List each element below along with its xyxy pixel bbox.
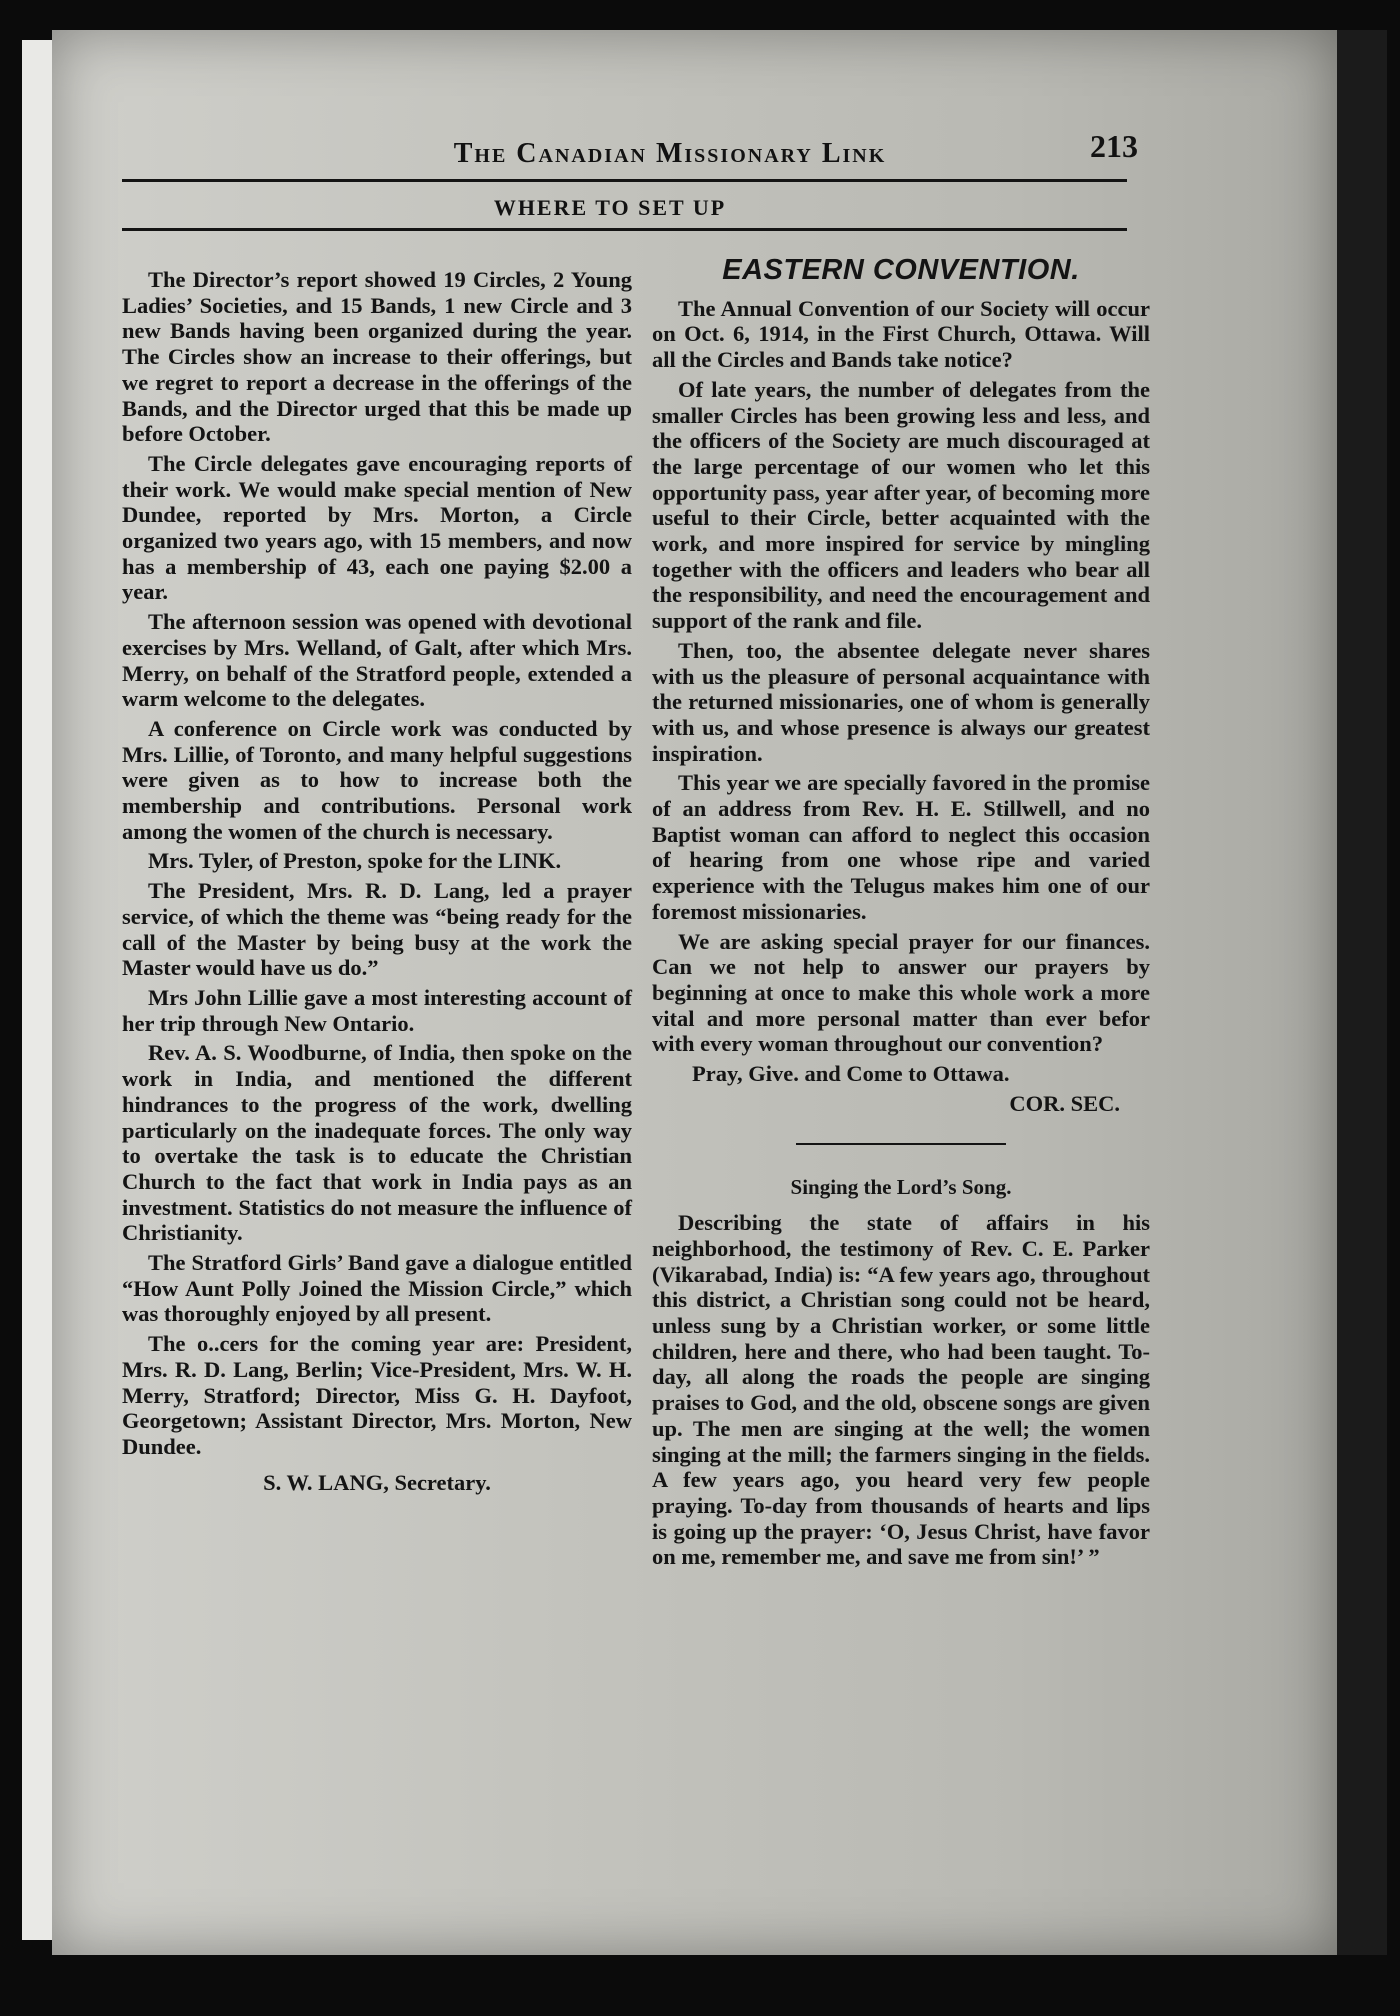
page-number: 213 bbox=[1090, 128, 1138, 164]
paragraph: The Annual Convention of our Society will occur on Oct. 6, 1914, in the First Church, Ottawa. Will all the Circles and Bands take notice? bbox=[652, 295, 1150, 373]
paragraph: Then, too, the absentee delegate never shares with us the pleasure of personal acquaintance with the returned missionaries, one of whom is generally with us, and whose presence is always our greatest inspiration. bbox=[652, 637, 1150, 766]
paragraph: The Circle delegates gave encouraging reports of their work. We would make special mention of New Dundee, reported by Mrs. Morton, a Circle organized two years ago, with 15 members, and now has a membership of 43, each one paying $2.00 a year. bbox=[122, 450, 632, 605]
paragraph: The Stratford Girls’ Band gave a dialogue entitled “How Aunt Polly Joined the Mission Circle,” which was thoroughly enjoyed by all present. bbox=[122, 1250, 632, 1327]
paragraph: The o..cers for the coming year are: President, Mrs. R. D. Lang, Berlin; Vice-President, Mrs. W. H. Merry, Stratford; Director, Miss G. H. Dayfoot, Georgetown; Assistant Director, Mrs. Morton, New Dundee. bbox=[122, 1331, 632, 1459]
article-heading: EASTERN CONVENTION. bbox=[722, 254, 1080, 286]
header-rule-top bbox=[122, 179, 1127, 182]
right-column bbox=[652, 254, 1150, 1574]
paragraph: We are asking special prayer for our finances. Can we not help to answer our prayers by beginning at once to make this whole work a more vital and more personal matter than ever befor with every woman throughout our convention? bbox=[652, 928, 1150, 1057]
page-edge-left bbox=[22, 40, 56, 1940]
paragraph: Mrs John Lillie gave a most interesting account of her trip through New Ontario. bbox=[122, 984, 632, 1036]
article-heading: Singing the Lord’s Song. bbox=[790, 1174, 1012, 1199]
left-column bbox=[122, 267, 632, 1499]
section-label: WHERE TO SET UP bbox=[493, 195, 727, 220]
paragraph: The Director’s report showed 19 Circles, 2 Young Ladies’ Societies, and 15 Bands, 1 new Circle and 3 new Bands having been organized during the year. The Circles show an increase to their offerings, but we regret to report a decrease in the offerings of the Bands, and the Director urged that this be made up before October. bbox=[122, 267, 632, 447]
paragraph: The President, Mrs. R. D. Lang, led a prayer service, of which the theme was “being ready for the call of the Master by being busy at the work the Master would have us do.” bbox=[122, 878, 632, 981]
closing-line: Pray, Give. and Come to Ottawa. bbox=[692, 1061, 1010, 1087]
paragraph: The afternoon session was opened with devotional exercises by Mrs. Welland, of Galt, after which Mrs. Merry, on behalf of the Stratford people, extended a warm welcome to the delegates. bbox=[122, 609, 632, 712]
divider bbox=[796, 1143, 1006, 1145]
paragraph: Mrs. Tyler, of Preston, spoke for the LINK. bbox=[148, 848, 562, 874]
page-header-title: The Canadian Missionary Link bbox=[453, 138, 887, 169]
paragraph: Rev. A. S. Woodburne, of India, then spoke on the work in India, and mentioned the different hindrances to the progress of the work, dwelling particularly on the inadequate forces. The only way to overtake the task is to educate the Christian Church to the fact that work in India pays as an investment. Statistics do not measure the influence of Christianity. bbox=[122, 1040, 632, 1246]
signature: COR. SEC. bbox=[1009, 1090, 1120, 1116]
signature: S. W. LANG, Secretary. bbox=[263, 1469, 491, 1495]
paragraph: This year we are specially favored in the promise of an address from Rev. H. E. Stillwell, and no Baptist woman can afford to neglect this occasion of hearing from one whose ripe and varied experience with the Telugus makes him one of our foremost missionaries. bbox=[652, 770, 1150, 924]
paragraph: Describing the state of affairs in his neighborhood, the testimony of Rev. C. E. Parker (Vikarabad, India) is: “A few years ago, throughout this district, a Christian song could not be heard, unless sung by a Christian worker, or some little children, here and there, who had been taught. To-day, all along the roads the people are singing praises to God, and the old, obscene songs are given up. The men are singing at the well; the women singing at the mill; the farmers singing in the fields. A few years ago, you heard very few people praying. To-day from thousands of hearts and lips is going up the prayer: ‘O, Jesus Christ, have favor on me, remember me, and save me from sin!’ ” bbox=[652, 1210, 1150, 1570]
header-rule-bottom bbox=[122, 228, 1127, 231]
paragraph: Of late years, the number of delegates from the smaller Circles has been growing less and less, and the officers of the Society are much discouraged at the large percentage of our women who let this opportunity pass, year after year, of becoming more useful to their Circle, better acquainted with the work, and more inspired for service by mingling together with the officers and leaders who bear all the responsibility, and need the encouragement and support of the rank and file. bbox=[652, 376, 1150, 634]
paragraph: A conference on Circle work was conducted by Mrs. Lillie, of Toronto, and many helpful suggestions were given as to how to increase both the membership and contributions. Personal work among the women of the church is necessary. bbox=[122, 715, 632, 844]
page-edge-right bbox=[1337, 30, 1387, 1955]
